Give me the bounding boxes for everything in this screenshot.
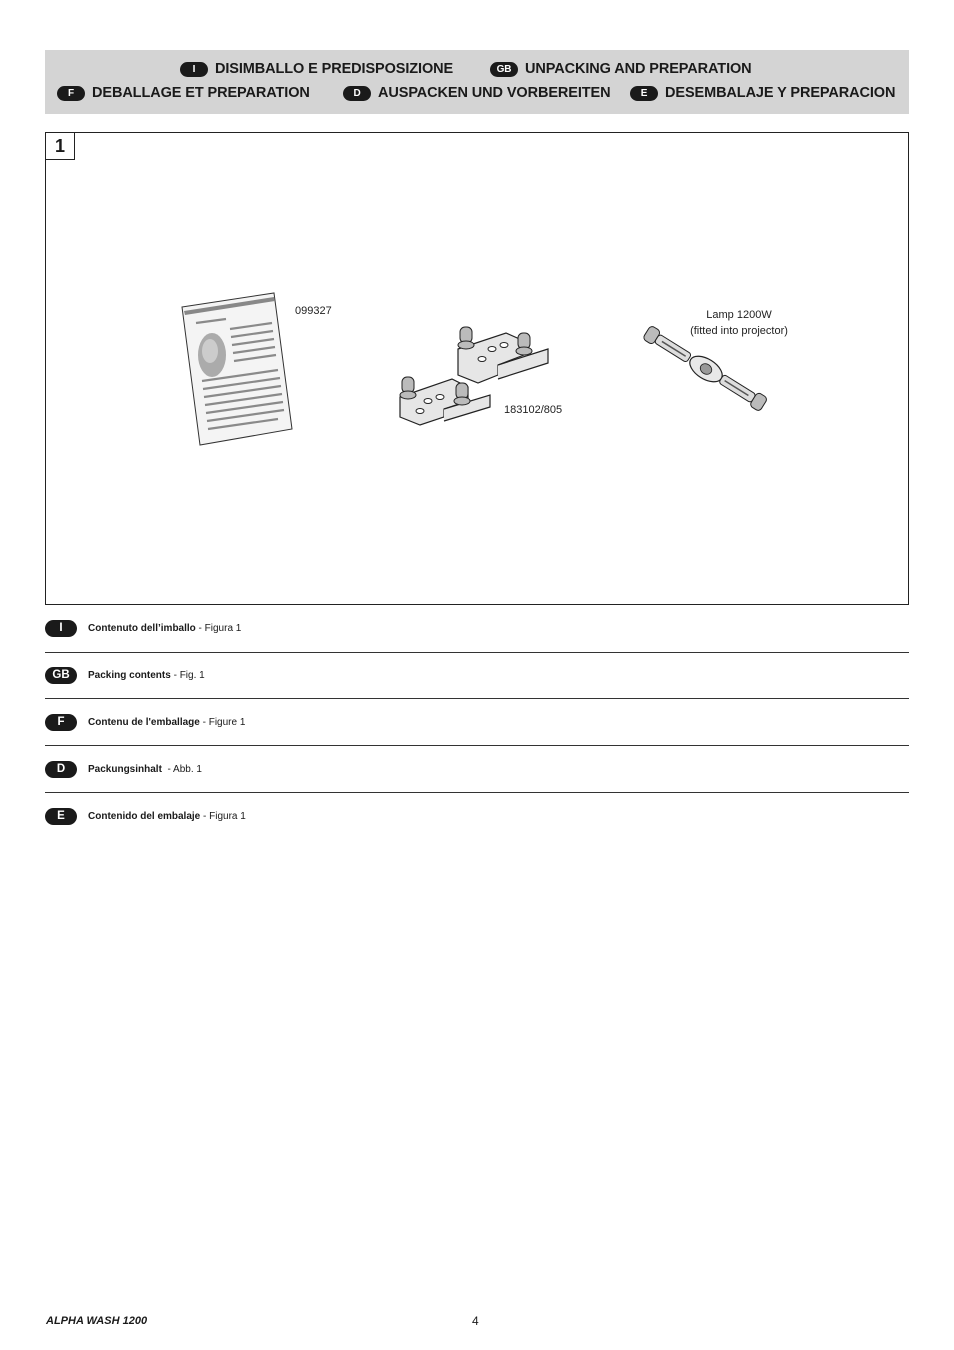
caption-de (45, 756, 909, 782)
header-title-it: DISIMBALLO E PREDISPOSIZIONE (215, 61, 454, 77)
lang-badge-es: E (630, 86, 658, 101)
caption-badge-it: I (45, 620, 77, 637)
header-title-es: DESEMBALAJE Y PREPARACION (665, 85, 896, 101)
lang-badge-it: I (180, 62, 208, 77)
bracket-code-label: 183102/805 (504, 404, 563, 416)
caption-gb (45, 662, 909, 688)
manual-code-label: 099327 (295, 305, 332, 317)
caption-badge-de: D (45, 761, 77, 778)
caption-it (45, 615, 909, 641)
lang-badge-gb: GB (490, 62, 518, 77)
header-item-gb (490, 61, 752, 77)
section-header (45, 50, 909, 114)
caption-fr (45, 709, 909, 735)
footer-product-title: ALPHA WASH 1200 (46, 1315, 148, 1327)
caption-text-fr: Contenu de l'emballage - Figure 1 (88, 716, 246, 728)
caption-divider (45, 745, 909, 746)
caption-text-it: Contenuto dell’imballo - Figura 1 (88, 622, 242, 634)
header-item-it (180, 61, 453, 77)
lamp-label-line1: Lamp 1200W (706, 309, 772, 321)
figure-frame (45, 132, 909, 605)
caption-es (45, 803, 909, 829)
header-title-fr: DEBALLAGE ET PREPARATION (92, 85, 310, 101)
header-title-de: AUSPACKEN UND VORBEREITEN (378, 85, 611, 101)
caption-text-es: Contenido del embalaje - Figura 1 (88, 810, 246, 822)
caption-badge-fr: F (45, 714, 77, 731)
caption-divider (45, 698, 909, 699)
manual-booklet-icon (178, 289, 298, 449)
header-item-de (343, 85, 610, 101)
caption-badge-es: E (45, 808, 77, 825)
header-title-gb: UNPACKING AND PREPARATION (525, 61, 752, 77)
lamp-label (674, 307, 804, 339)
page-number: 4 (472, 1314, 479, 1328)
lamp-label-line2: (fitted into projector) (690, 325, 788, 337)
header-item-es (630, 85, 895, 101)
figure-number: 1 (46, 133, 75, 160)
caption-badge-gb: GB (45, 667, 77, 684)
caption-text-de: Packungsinhalt - Abb. 1 (88, 763, 202, 775)
lang-badge-fr: F (57, 86, 85, 101)
header-item-fr (57, 85, 310, 101)
lang-badge-de: D (343, 86, 371, 101)
caption-divider (45, 652, 909, 653)
caption-text-gb: Packing contents - Fig. 1 (88, 669, 205, 681)
caption-divider (45, 792, 909, 793)
